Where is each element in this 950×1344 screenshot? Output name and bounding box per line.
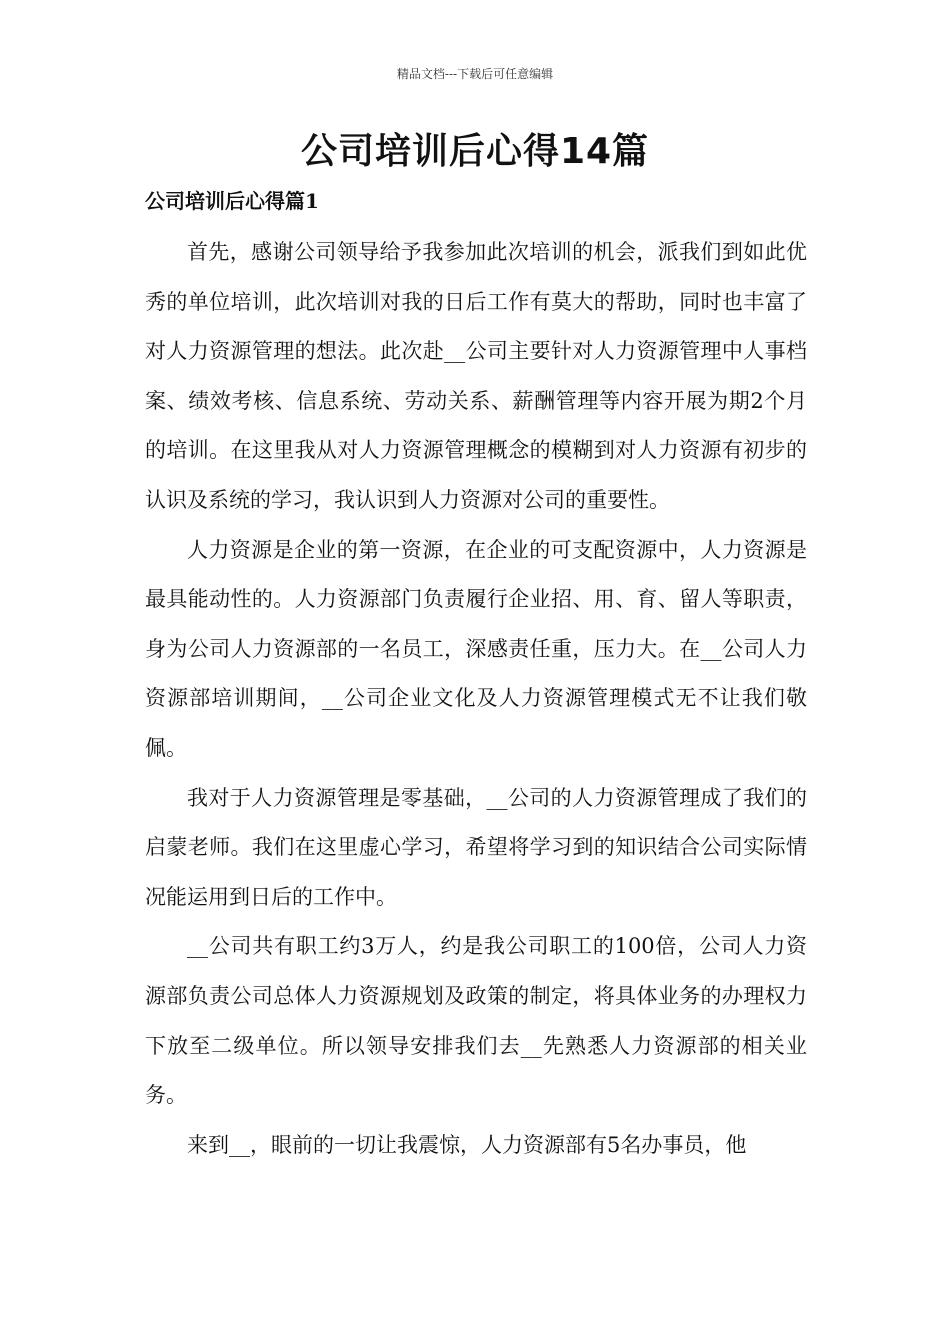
document-title: 公司培训后心得14篇	[300, 131, 650, 172]
paragraph-3: 我对于人力资源管理是零基础，__公司的人力资源管理成了我们的启蒙老师。我们在这里虚心学习，希望将学习到的知识结合公司实际情况能运用到日后的工作中。	[145, 785, 807, 909]
paragraph-1: 首先，感谢公司领导给予我参加此次培训的机会，派我们到如此优秀的单位培训，此次培训对我的日后工作有莫大的帮助，同时也丰富了对人力资源管理的想法。此次赴__公司主要针对人力资源管理中人事档案、绩效考核、信息系统、劳动关系、薪酬管理等内容开展为期2个月的培训。在这里我从对人力资源管理概念的模糊到对人力资源有初步的认识及系统的学习，我认识到人力资源对公司的重要性。	[145, 240, 807, 512]
body-text	[145, 228, 807, 1170]
section-heading: 公司培训后心得篇1	[145, 189, 319, 213]
paragraph-4: __公司共有职工约3万人，约是我公司职工的100倍，公司人力资源部负责公司总体人力资源规划及政策的制定，将具体业务的办理权力下放至二级单位。所以领导安排我们去__先熟悉人力资源部的相关业务。	[145, 934, 807, 1108]
paragraph-5: 来到__，眼前的一切让我震惊，人力资源部有5名办事员，他	[187, 1132, 747, 1157]
header-note: 精品文档---下载后可任意编辑	[396, 67, 554, 81]
paragraph-2: 人力资源是企业的第一资源，在企业的可支配资源中，人力资源是最具能动性的。人力资源部门负责履行企业招、用、育、留人等职责，身为公司人力资源部的一名员工，深感责任重，压力大。在__公司人力资源部培训期间，__公司企业文化及人力资源管理模式无不让我们敬佩。	[145, 537, 807, 760]
